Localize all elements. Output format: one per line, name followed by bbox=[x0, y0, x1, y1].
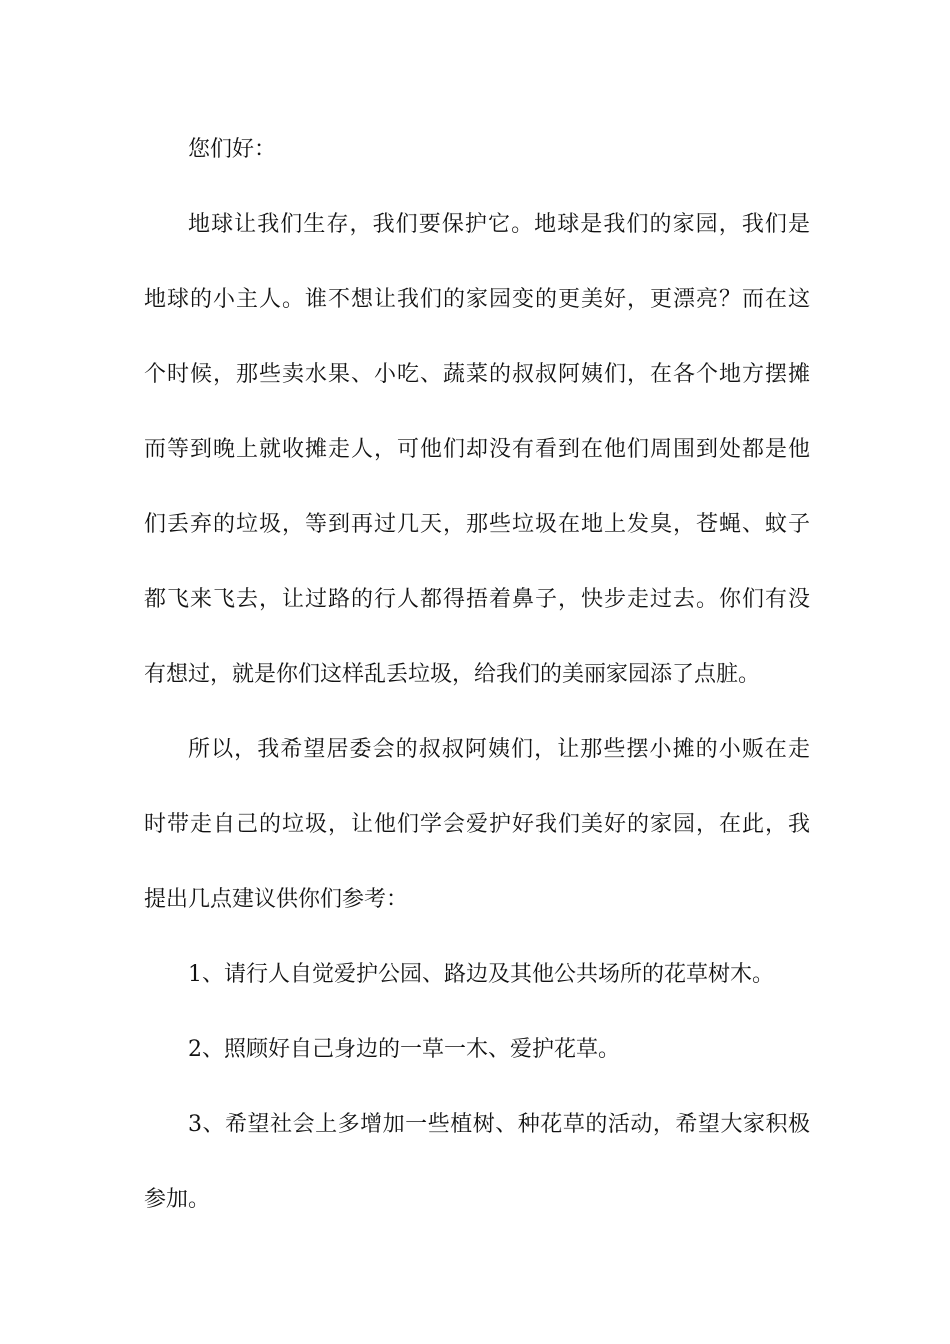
paragraph-2-line: 提出几点建议供你们参考： bbox=[144, 887, 409, 912]
paragraph-1-line: 都飞来飞去，让过路的行人都得捂着鼻子，快步走过去。你们有没 bbox=[144, 587, 810, 612]
paragraph-1-line: 们丢弃的垃圾，等到再过几天，那些垃圾在地上发臭，苍蝇、蚊子 bbox=[144, 512, 810, 537]
greeting: 您们好： bbox=[188, 137, 277, 162]
suggestion-item: 1、请行人自觉爱护公园、路边及其他公共场所的花草树木。 bbox=[188, 962, 774, 987]
paragraph-1-line: 个时候，那些卖水果、小吃、蔬菜的叔叔阿姨们，在各个地方摆摊 bbox=[144, 362, 810, 387]
suggestion-item: 3、希望社会上多增加一些植树、种花草的活动，希望大家积极 bbox=[188, 1112, 810, 1137]
suggestion-item: 2、照顾好自己身边的一草一木、爱护花草。 bbox=[188, 1037, 620, 1062]
paragraph-1-line: 地球让我们生存，我们要保护它。地球是我们的家园，我们是 bbox=[188, 212, 810, 237]
paragraph-1-line: 而等到晚上就收摊走人，可他们却没有看到在他们周围到处都是他 bbox=[144, 437, 810, 462]
paragraph-2-line: 时带走自己的垃圾，让他们学会爱护好我们美好的家园，在此，我 bbox=[144, 812, 810, 837]
paragraph-2-line: 所以，我希望居委会的叔叔阿姨们，让那些摆小摊的小贩在走 bbox=[188, 737, 810, 762]
suggestion-item-continuation: 参加。 bbox=[144, 1187, 211, 1212]
paragraph-1-line: 地球的小主人。谁不想让我们的家园变的更美好，更漂亮？而在这 bbox=[144, 287, 810, 312]
paragraph-1-line: 有想过，就是你们这样乱丢垃圾，给我们的美丽家园添了点脏。 bbox=[144, 662, 761, 687]
